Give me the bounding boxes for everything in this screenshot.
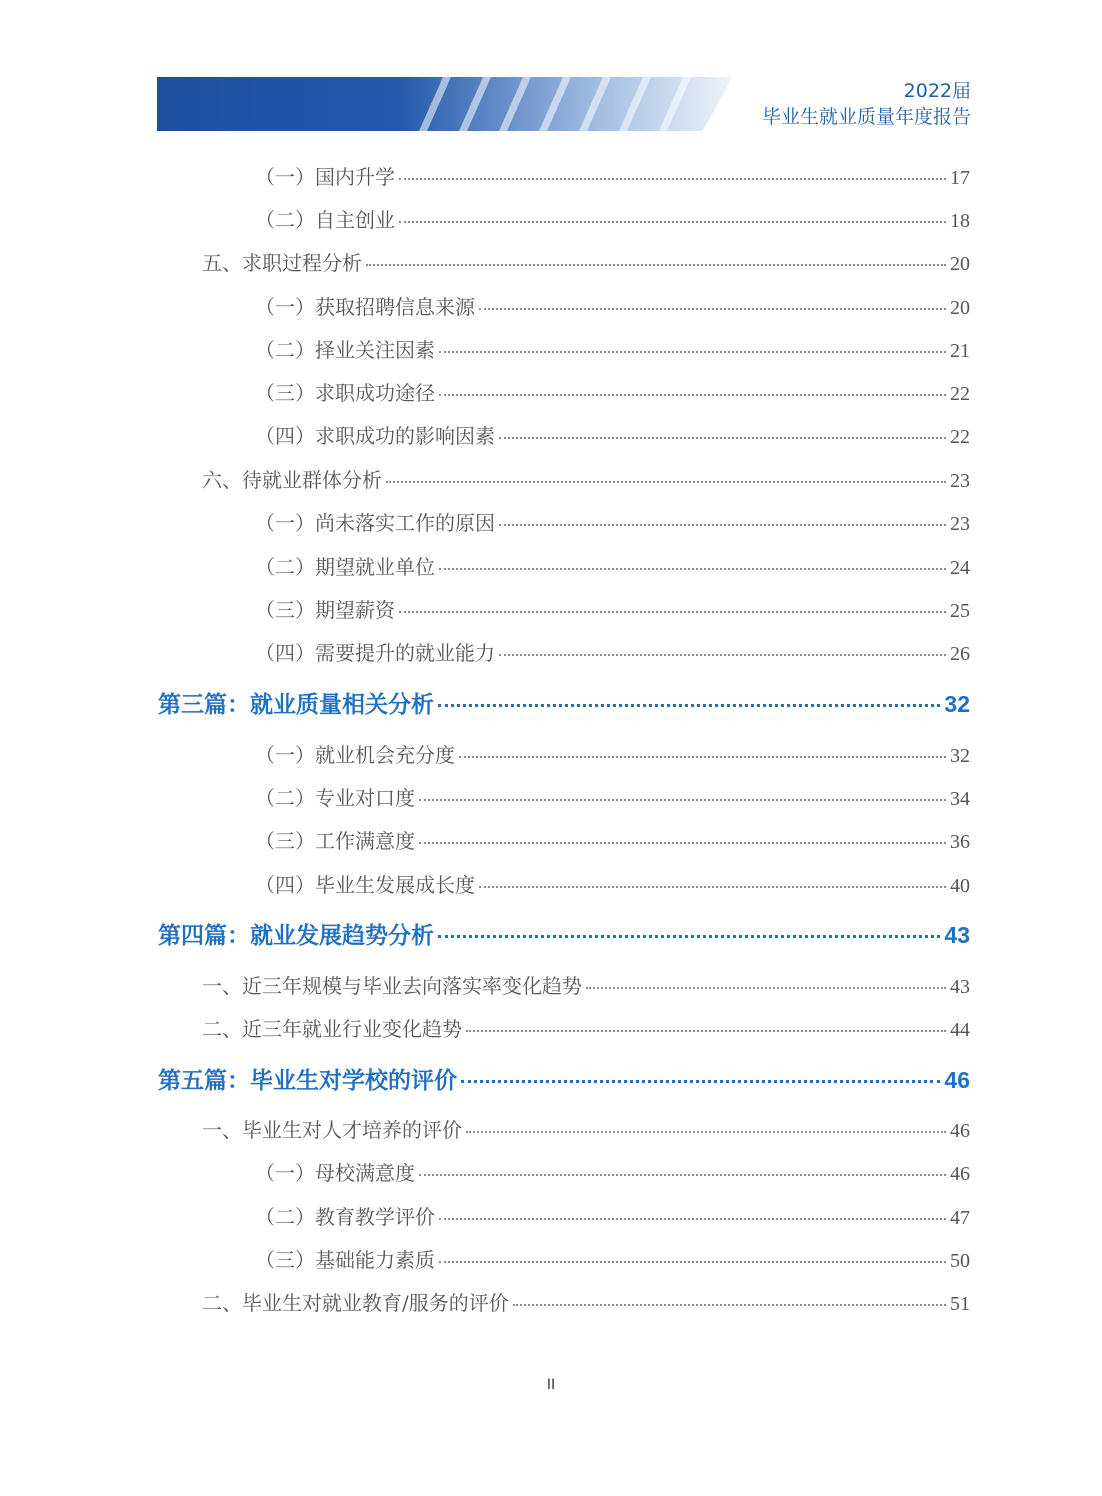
- toc-entry-page: 44: [950, 1019, 970, 1041]
- toc-dot-leader: [386, 481, 946, 483]
- toc-entry-title: 第四篇：就业发展趋势分析: [158, 923, 434, 949]
- toc-entry[interactable]: [255, 507, 970, 536]
- toc-entry-page: 43: [950, 976, 970, 998]
- toc-entry-page: 25: [950, 600, 970, 622]
- report-title: 毕业生就业质量年度报告: [761, 106, 971, 128]
- toc-entry[interactable]: [202, 1287, 970, 1316]
- toc-dot-leader: [399, 221, 946, 223]
- toc-entry[interactable]: [202, 1013, 970, 1042]
- toc-entry[interactable]: [255, 377, 970, 406]
- toc-dot-leader: [439, 394, 946, 396]
- toc-entry-title: 六、待就业群体分析: [202, 468, 382, 492]
- toc-entry-title: （一）获取招聘信息来源: [255, 295, 475, 319]
- toc-entry-title: （三）基础能力素质: [255, 1248, 435, 1272]
- toc-entry-title: （四）需要提升的就业能力: [255, 641, 495, 665]
- toc-entry-page: 46: [950, 1163, 970, 1185]
- toc-entry[interactable]: [255, 551, 970, 580]
- toc-dot-leader: [419, 1174, 946, 1176]
- toc-entry[interactable]: [255, 825, 970, 854]
- toc-dot-leader: [466, 1030, 946, 1032]
- toc-entry-title: 第三篇：就业质量相关分析: [158, 692, 434, 718]
- toc-dot-leader: [439, 351, 946, 353]
- toc-entry[interactable]: [158, 686, 970, 719]
- toc-entry-title: （二）择业关注因素: [255, 338, 435, 362]
- toc-entry-title: 五、求职过程分析: [202, 251, 362, 275]
- report-year: 2022届: [903, 80, 971, 102]
- toc-entry-page: 21: [950, 340, 970, 362]
- toc-entry-title: （四）求职成功的影响因素: [255, 424, 495, 448]
- toc-entry-page: 20: [950, 297, 970, 319]
- toc-entry-page: 22: [950, 426, 970, 448]
- toc-entry-title: （二）教育教学评价: [255, 1205, 435, 1229]
- toc-entry[interactable]: [255, 420, 970, 449]
- toc-entry-page: 43: [944, 922, 970, 948]
- toc-dot-leader: [419, 842, 946, 844]
- toc-entry-title: （三）求职成功途径: [255, 381, 435, 405]
- toc-entry-title: （三）期望薪资: [255, 598, 395, 622]
- toc-entry-page: 40: [950, 875, 970, 897]
- toc-entry-title: 第五篇：毕业生对学校的评价: [158, 1068, 457, 1094]
- toc-entry-title: （二）专业对口度: [255, 786, 415, 810]
- toc-entry[interactable]: [202, 464, 970, 493]
- toc-entry-page: 47: [950, 1207, 970, 1229]
- toc-entry-page: 34: [950, 788, 970, 810]
- toc-dot-leader: [513, 1304, 946, 1306]
- toc-entry-title: （一）国内升学: [255, 165, 395, 189]
- toc-dot-leader: [438, 935, 940, 938]
- toc-entry-title: （二）期望就业单位: [255, 555, 435, 579]
- toc-entry[interactable]: [255, 869, 970, 898]
- toc-dot-leader: [438, 704, 940, 707]
- page-number: II: [546, 1377, 556, 1393]
- toc-dot-leader: [399, 178, 946, 180]
- toc-entry-page: 23: [950, 513, 970, 535]
- toc-entry-page: 50: [950, 1250, 970, 1272]
- toc-dot-leader: [366, 264, 946, 266]
- toc-entry[interactable]: [255, 1201, 970, 1230]
- toc-entry-title: 一、近三年规模与毕业去向落实率变化趋势: [202, 974, 582, 998]
- toc-entry[interactable]: [202, 247, 970, 276]
- toc-entry[interactable]: [255, 334, 970, 363]
- toc-entry[interactable]: [255, 161, 970, 190]
- toc-entry-title: （二）自主创业: [255, 208, 395, 232]
- toc-entry[interactable]: [202, 1114, 970, 1143]
- toc-entry[interactable]: [255, 1157, 970, 1186]
- toc-entry-page: 51: [950, 1293, 970, 1315]
- toc-entry-title: （一）就业机会充分度: [255, 743, 455, 767]
- toc-entry[interactable]: [255, 1244, 970, 1273]
- toc-entry-page: 22: [950, 383, 970, 405]
- toc-dot-leader: [586, 987, 946, 989]
- toc-entry[interactable]: [158, 1062, 970, 1095]
- toc-entry-page: 46: [950, 1120, 970, 1142]
- toc-dot-leader: [479, 886, 946, 888]
- toc-entry[interactable]: [255, 204, 970, 233]
- toc-entry-page: 23: [950, 470, 970, 492]
- toc-dot-leader: [459, 756, 946, 758]
- toc-entry[interactable]: [255, 291, 970, 320]
- toc-dot-leader: [439, 1218, 946, 1220]
- toc-dot-leader: [499, 524, 946, 526]
- toc-entry[interactable]: [255, 782, 970, 811]
- toc-dot-leader: [399, 611, 946, 613]
- toc-entry-title: （三）工作满意度: [255, 829, 415, 853]
- toc-entry-title: 二、毕业生对就业教育/服务的评价: [202, 1291, 509, 1315]
- toc-entry-page: 18: [950, 210, 970, 232]
- toc-entry-page: 46: [944, 1067, 970, 1093]
- toc-entry[interactable]: [255, 637, 970, 666]
- toc-dot-leader: [499, 437, 946, 439]
- toc-dot-leader: [439, 568, 946, 570]
- toc-entry-page: 36: [950, 831, 970, 853]
- toc-entry[interactable]: [158, 917, 970, 950]
- toc-entry[interactable]: [255, 594, 970, 623]
- toc-entry-page: 26: [950, 643, 970, 665]
- toc-entry-page: 32: [944, 691, 970, 717]
- toc-entry[interactable]: [255, 739, 970, 768]
- toc-entry-page: 24: [950, 557, 970, 579]
- toc-dot-leader: [466, 1131, 946, 1133]
- toc-dot-leader: [439, 1261, 946, 1263]
- toc-entry-title: （四）毕业生发展成长度: [255, 873, 475, 897]
- toc-entry-page: 32: [950, 745, 970, 767]
- toc-entry-title: （一）尚未落实工作的原因: [255, 511, 495, 535]
- toc-dot-leader: [499, 654, 946, 656]
- toc-dot-leader: [479, 308, 946, 310]
- toc-entry-page: 20: [950, 253, 970, 275]
- toc-entry-page: 17: [950, 167, 970, 189]
- toc-entry-title: 二、近三年就业行业变化趋势: [202, 1017, 462, 1041]
- toc-entry[interactable]: [202, 970, 970, 999]
- toc-dot-leader: [461, 1080, 940, 1083]
- toc-entry-title: 一、毕业生对人才培养的评价: [202, 1118, 462, 1142]
- toc-dot-leader: [419, 799, 946, 801]
- toc-entry-title: （一）母校满意度: [255, 1161, 415, 1185]
